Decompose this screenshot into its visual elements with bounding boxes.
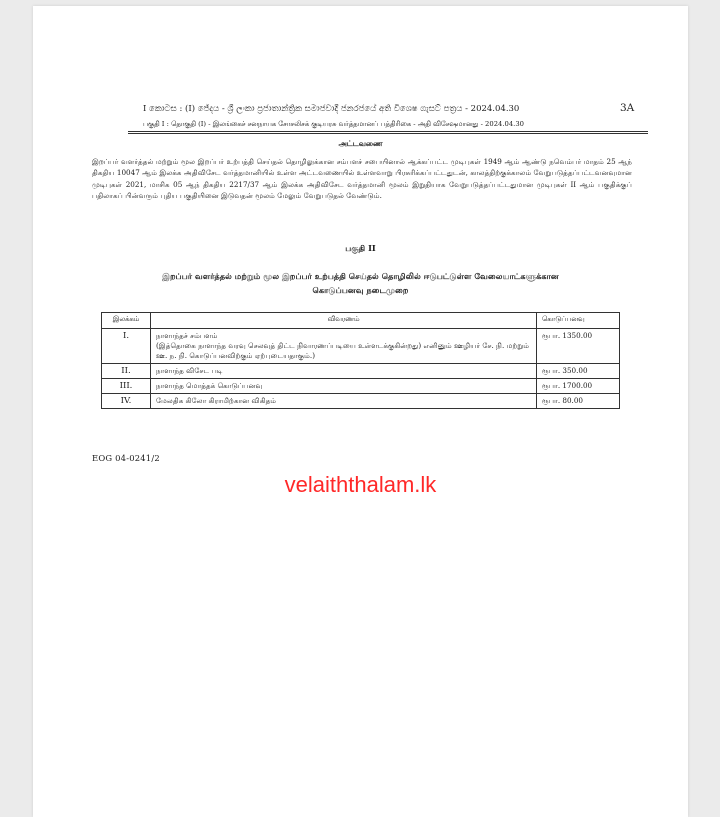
table-title: [33, 269, 688, 297]
gazette-page: [33, 6, 688, 817]
row-amount: ரூபா. 80.00: [537, 394, 620, 409]
row-description: நாளாந்த விசேட படி: [151, 364, 537, 379]
gazette-header-tamil: பகுதி I : தொகுதி (I) - இலங்கைச் சனநாயக சோசலிசக் குடியரசு வர்த்தமானப் பத்திரிகை - அதி விசேஷமானது - 2024.04.30: [143, 120, 524, 128]
header-payment: கொடுப்பனவு: [537, 313, 620, 329]
header-rule: [128, 131, 648, 132]
row-amount: ரூபா. 1350.00: [537, 329, 620, 364]
intro-paragraph: இறப்பர் வளர்த்தல் மற்றும் மூல இறப்பர் உற்பத்தி செய்தல் தொழிலுக்கான சம்பளச் சபையினால் ஆக்கப்பட்ட முடிபுகள் 1949 ஆம் ஆண்டு நவெம்பர் மாதம் 25 ஆந் திகதிய 10047 ஆம் இலக்க அதிவிசேட வர்த்தமானியில் உள்ள அட்டவணையில் உள்ளவாறு பிரசுரிக்கப்பட்டதுடன், காலத்திற்குக்காலம் வேறுபடுத்தப்பட்டவனவுமான முடிபுகள் 2021, மாசிக 05 ஆந் திகதிய 2217/37 ஆம் இலக்க அதிவிசேட வர்த்தமானி மூலம் இறுதியாக வேறுபடுத்தப்பட்டதுமான முடிபுகள் II ஆம் பகுதிக்குப் பதிலாகப் பின்வரும் புதிய பகுதியினை இடுவதன் மூலம் மேலும் வேறுபடுதல் வேண்டும்.: [92, 157, 632, 201]
table-header-row: [102, 313, 620, 329]
row-description-note: (இத்தொகை நாளாந்த வரவு செலவுத் திட்ட நிவாரணப்படியை உள்ளடக்குகின்றது) எனினும் ஊழியர் சே. நி. மற்றும் ஊ. ந. நி. கொடுப்பனவிற்கும் ஏற்புடையதாகும்.): [156, 341, 530, 360]
page-number: 3A: [620, 102, 635, 114]
part-heading: பகுதி II: [345, 243, 376, 253]
row-description: மேலதிக கிலோ கிராமிற்கான விகிதம்: [151, 394, 537, 409]
schedule-title: அட்டவணை: [338, 139, 383, 148]
table-title-line2: கொடுப்பனவு நடைமுறை: [312, 285, 409, 295]
table-row: [102, 379, 620, 394]
row-number: IV.: [102, 394, 151, 409]
allowance-table: [101, 312, 620, 409]
header-rule: [128, 133, 648, 134]
row-description: [151, 329, 537, 364]
row-description-title: நாளாந்தச் சம்பளம்: [156, 331, 218, 340]
table-title-line1: இறப்பர் வளர்த்தல் மற்றும் மூல இறப்பர் உற்பத்தி செய்தல் தொழிலில் ஈடுபட்டுள்ள வேலையாட்களுக்கான: [162, 271, 559, 281]
row-number: III.: [102, 379, 151, 394]
gazette-header-sinhala: I කොටස : (I) ජේදය - ශ්‍රී ලංකා ප්‍රජාතාන්ත්‍රික සමාජවාදී ජනරජයේ අති විශෙෂ ගැසට් පත්‍රය - 2024.04.30: [143, 104, 520, 114]
row-amount: ரூபா. 1700.00: [537, 379, 620, 394]
table-row: [102, 364, 620, 379]
row-number: I.: [102, 329, 151, 364]
header-description: விவரணம்: [151, 313, 537, 329]
footer-code: EOG 04-0241/2: [92, 453, 160, 463]
row-description: நாளாந்த மொத்தக் கொடுப்பனவு: [151, 379, 537, 394]
row-amount: ரூபா. 350.00: [537, 364, 620, 379]
watermark-text: velaiththalam.lk: [284, 472, 437, 497]
row-number: II.: [102, 364, 151, 379]
table-row: [102, 329, 620, 364]
header-number: இலக்கம்: [102, 313, 151, 329]
table-row: [102, 394, 620, 409]
